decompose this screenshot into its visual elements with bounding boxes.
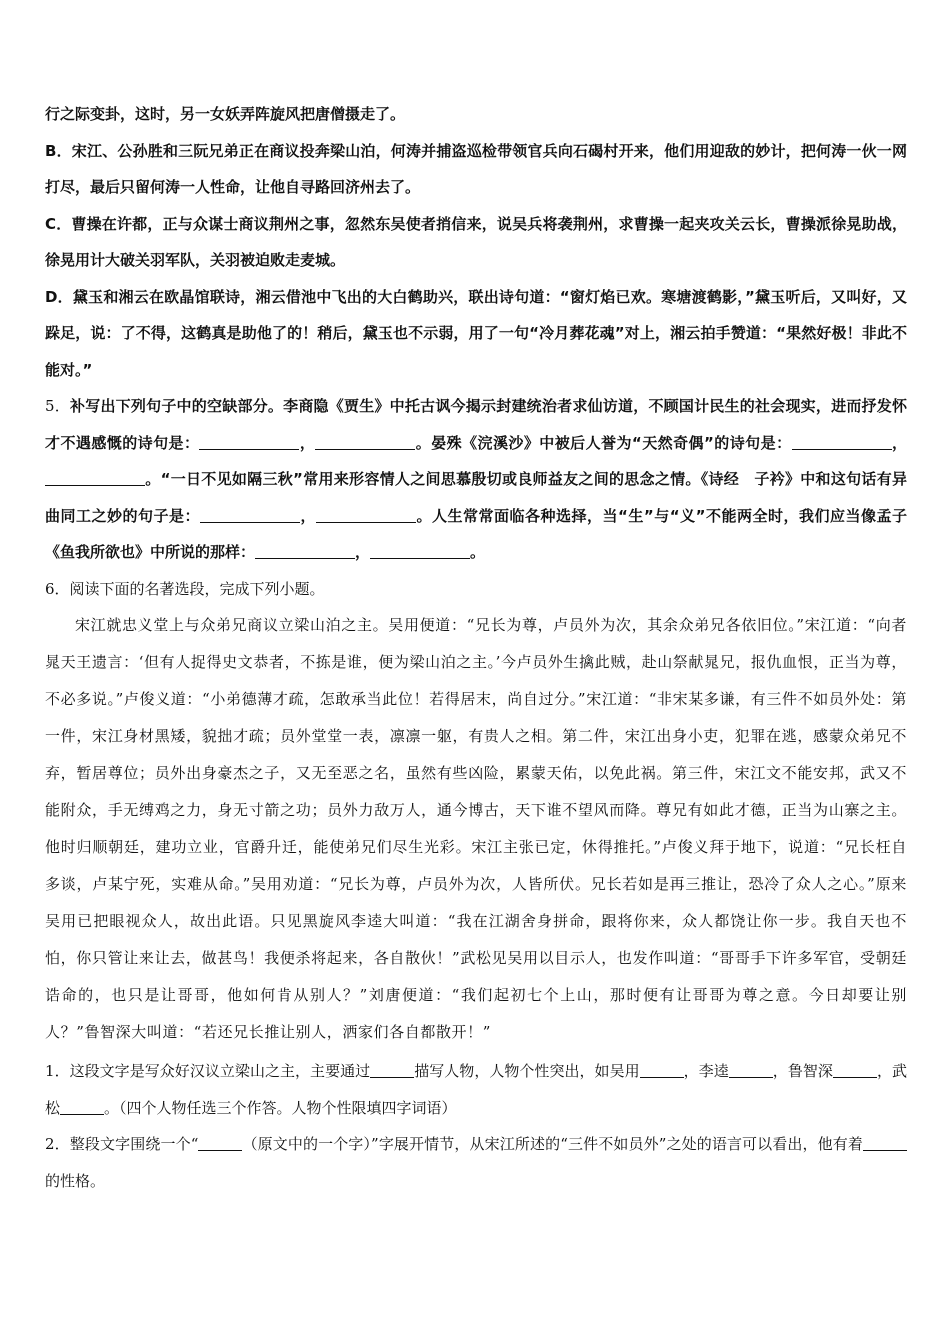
subquestion-1-text-c: ，李逵 <box>683 1062 729 1080</box>
subquestion-1-text-a: 1．这段文字是写众好汉议立梁山之主，主要通过 <box>45 1062 371 1080</box>
subquestion-2-text-a: 2．整段文字围绕一个“ <box>45 1135 199 1153</box>
subquestion-2 <box>45 1126 907 1199</box>
answer-blank[interactable] <box>199 433 299 450</box>
subquestion-1 <box>45 1053 907 1126</box>
answer-blank[interactable] <box>370 1061 414 1078</box>
option-c: C．曹操在许都，正与众谋士商议荆州之事，忽然东吴使者捎信来，说吴兵将袭荆州，求曹操一起夹攻关云长，曹操派徐晃助战，徐晃用计大破关羽军队，关羽被迫败走麦城。 <box>45 214 907 269</box>
answer-blank[interactable] <box>792 433 892 450</box>
answer-blank[interactable] <box>45 469 145 486</box>
question-5-text-2: 。晏殊《浣溪沙》中被后人誉为“天然奇偶”的诗句是： <box>415 433 792 452</box>
question-5-text-1: 补写出下列句子中的空缺部分。李商隐《贾生》中托古讽今揭示封建统治者求仙访道，不顾国计民生的社会现实，进而抒发怀才不遇感慨的诗句是： <box>45 397 907 452</box>
exam-page <box>45 96 907 1199</box>
reading-passage: 宋江就忠义堂上与众弟兄商议立梁山泊之主。吴用便道：“兄长为尊，卢员外为次，其余众弟兄各依旧位。”宋江道：“向者晁天王遗言：‘但有人捉得史文恭者，不拣是谁，便为梁山泊之主。’今卢员外生擒此贼，赴山祭献晁兄，报仇血恨，正当为尊，不必多说。”卢俊义道：“小弟德薄才疏，怎敢承当此位！若得居末，尚自过分。”宋江道：“非宋某多谦，有三件不如员外处：第一件，宋江身材黑矮，貌拙才疏；员外堂堂一表，凛凛一躯，有贵人之相。第二件，宋江出身小吏，犯罪在逃，感蒙众弟兄不弃，暂居尊位；员外出身豪杰之子，又无至恶之名，虽然有些凶险，累蒙天佑，以免此祸。第三件，宋江文不能安邦，武又不能附众，手无缚鸡之力，身无寸箭之功；员外力敌万人，通今博古，天下谁不望风而降。尊兄有如此才德，正当为山寨之主。他时归顺朝廷，建功立业，官爵升迁，能使弟兄们尽生光彩。宋江主张已定，休得推托。”卢俊义拜于地下，说道：“兄长枉自多谈，卢某宁死，实难从命。”吴用劝道：“兄长为尊，卢员外为次，人皆所伏。兄长若如是再三推让，恐冷了众人之心。”原来吴用已把眼视众人，故出此语。只见黑旋风李逵大叫道：“我在江湖舍身拼命，跟将你来，众人都饶让你一步。我自天也不怕，你只管让来让去，做甚鸟！我便杀将起来，各自散伙！”武松见吴用以目示人，也发作叫道：“哥哥手下许多军官，受朝廷诰命的，也只是让哥哥，他如何肯从别人？”刘唐便道：“我们起初七个上山，那时便有让哥哥为尊之意。今日却要让别人？”鲁智深大叫道：“若还兄长推让别人，洒家们各自都散开！” <box>45 616 907 1041</box>
question-5 <box>45 388 907 571</box>
comma: ， <box>355 543 371 561</box>
subquestion-2-text-c: 的性格。 <box>45 1171 106 1190</box>
answer-blank[interactable] <box>729 1061 773 1078</box>
comma: ， <box>300 506 317 525</box>
answer-blank[interactable] <box>863 1134 907 1151</box>
period: 。 <box>470 543 486 561</box>
question-6-intro: 6．阅读下面的名著选段，完成下列小题。 <box>45 579 325 598</box>
option-a-continuation: 行之际变卦，这时，另一女妖弄阵旋风把唐僧摄走了。 <box>45 105 406 123</box>
answer-blank[interactable] <box>833 1061 877 1078</box>
subquestion-1-text-f: 。（四个人物任选三个作答。人物个性限填四字词语） <box>104 1098 457 1117</box>
subquestion-2-text-b: （原文中的一个字）”字展开情节，从宋江所述的“三件不如员外”之处的语言可以看出，他有着 <box>242 1135 863 1153</box>
subquestion-1-text-e: ，武松 <box>45 1062 907 1117</box>
answer-blank[interactable] <box>200 506 300 523</box>
subquestion-1-text-d: ，鲁智深 <box>772 1062 833 1080</box>
option-b: B．宋江、公孙胜和三阮兄弟正在商议投奔梁山泊，何涛并捕盗巡检带领官兵向石碣村开来，他们用迎敌的妙计，把何涛一伙一网打尽，最后只留何涛一人性命，让他自寻路回济州去了。 <box>45 141 907 196</box>
comma: ， <box>299 433 316 452</box>
option-d: D．黛玉和湘云在欧晶馆联诗，湘云借池中飞出的大白鹤助兴，联出诗句道：“窗灯焰已欢。寒塘渡鹤影，”黛玉听后，又叫好，又跺足，说：了不得，这鹤真是助他了的！稍后，黛玉也不示弱，用了一句“冷月葬花魂”对上，湘云拍手赞道：“果然好极！非此不能对。” <box>45 287 907 379</box>
answer-blank[interactable] <box>198 1134 242 1151</box>
comma: ， <box>891 433 907 452</box>
answer-blank[interactable] <box>370 542 470 559</box>
answer-blank[interactable] <box>316 506 416 523</box>
answer-blank[interactable] <box>255 542 355 559</box>
answer-blank[interactable] <box>60 1098 104 1115</box>
question-5-number: 5． <box>45 397 70 415</box>
subquestion-1-text-b: 描写人物，人物个性突出，如吴用 <box>414 1062 640 1080</box>
answer-blank[interactable] <box>640 1061 684 1078</box>
question-5-text-3: 。“一日不见如隔三秋”常用来形容情人之间思慕殷切或良师益友之间的思念之情。《诗经 子衿》中和这句话有异曲同工之妙的句子是： <box>45 470 907 525</box>
answer-blank[interactable] <box>315 433 415 450</box>
question-5-text-4: 。人生常常面临各种选择，当“生”与“义”不能两全时，我们应当像孟子《鱼我所欲也》中所说的那样： <box>45 506 907 561</box>
